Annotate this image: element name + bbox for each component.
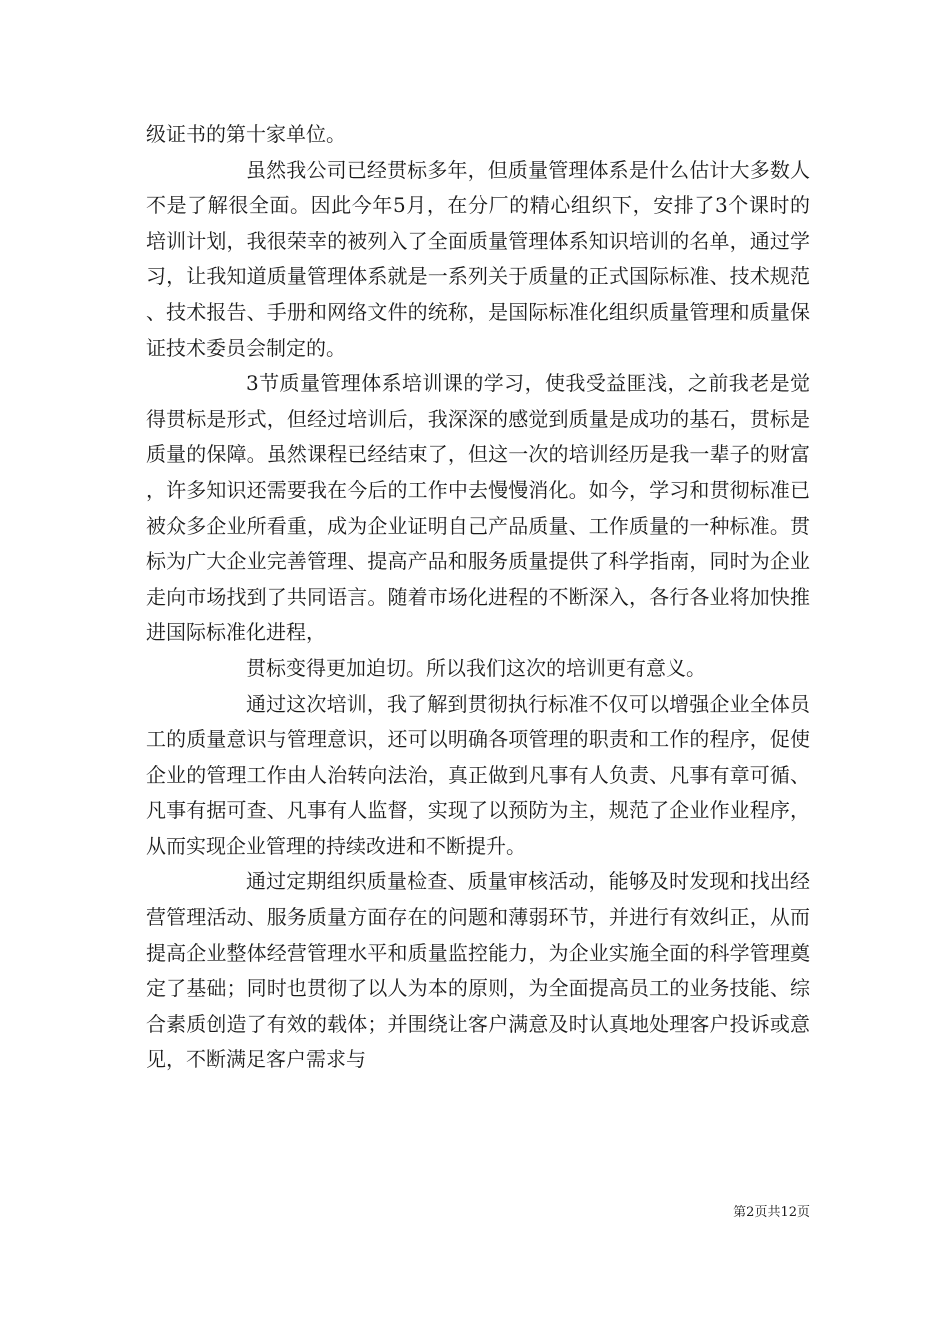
paragraph-training-significance: 贯标变得更加迫切。所以我们这次的培训更有意义。 (246, 655, 706, 680)
paragraph-quality-system-intro: 虽然我公司已经贯标多年，但质量管理体系是什么估计大多数人不是了解很全面。因此今年5月，在分厂的精心组织下，安排了3个课时的培训计划，我很荣幸的被列入了全面质量管理体系知识培训的名单，通过学习，让我知道质量管理体系就是一系列关于质量的正式国际标准、技术规范、技术报告、手册和网络文件的统称，是国际标准化组织质量管理和质量保证技术委员会制定的。 (146, 157, 810, 360)
paragraph-standard-implementation: 通过这次培训，我了解到贯彻执行标准不仅可以增强企业全体员工的质量意识与管理意识，还可以明确各项管理的职责和工作的程序，促使企业的管理工作由人治转向法治，真正做到凡事有人负责、凡事有章可循、凡事有据可查、凡事有人监督，实现了以预防为主，规范了企业作业程序，从而实现企业管理的持续改进和不断提升。 (146, 691, 810, 858)
document-body (146, 117, 810, 1078)
paragraph-training-benefits: 3节质量管理体系培训课的学习，使我受益匪浅，之前我老是觉得贯标是形式，但经过培训后，我深深的感觉到质量是成功的基石，贯标是质量的保障。虽然课程已经结束了，但这一次的培训经历是我一辈子的财富，许多知识还需要我在今后的工作中去慢慢消化。如今，学习和贯彻标准已被众多企业所看重，成为企业证明自己产品质量、工作质量的一种标准。贯标为广大企业完善管理、提高产品和服务质量提供了科学指南，同时为企业走向市场找到了共同语言。随着市场化进程的不断深入，各行各业将加快推进国际标准化进程， (146, 371, 810, 645)
paragraph-quality-inspection: 通过定期组织质量检查、质量审核活动，能够及时发现和找出经营管理活动、服务质量方面存在的问题和薄弱环节，并进行有效纠正，从而提高企业整体经营管理水平和质量监控能力，为企业实施全面的科学管理奠定了基础；同时也贯彻了以人为本的原则，为全面提高员工的业务技能、综合素质创造了有效的载体；并围绕让客户满意及时认真地处理客户投诉或意见，不断满足客户需求与 (146, 869, 810, 1072)
paragraph-continuation: 级证书的第十家单位。 (146, 122, 346, 146)
page-number-footer: 第2页共12页 (733, 1205, 810, 1220)
